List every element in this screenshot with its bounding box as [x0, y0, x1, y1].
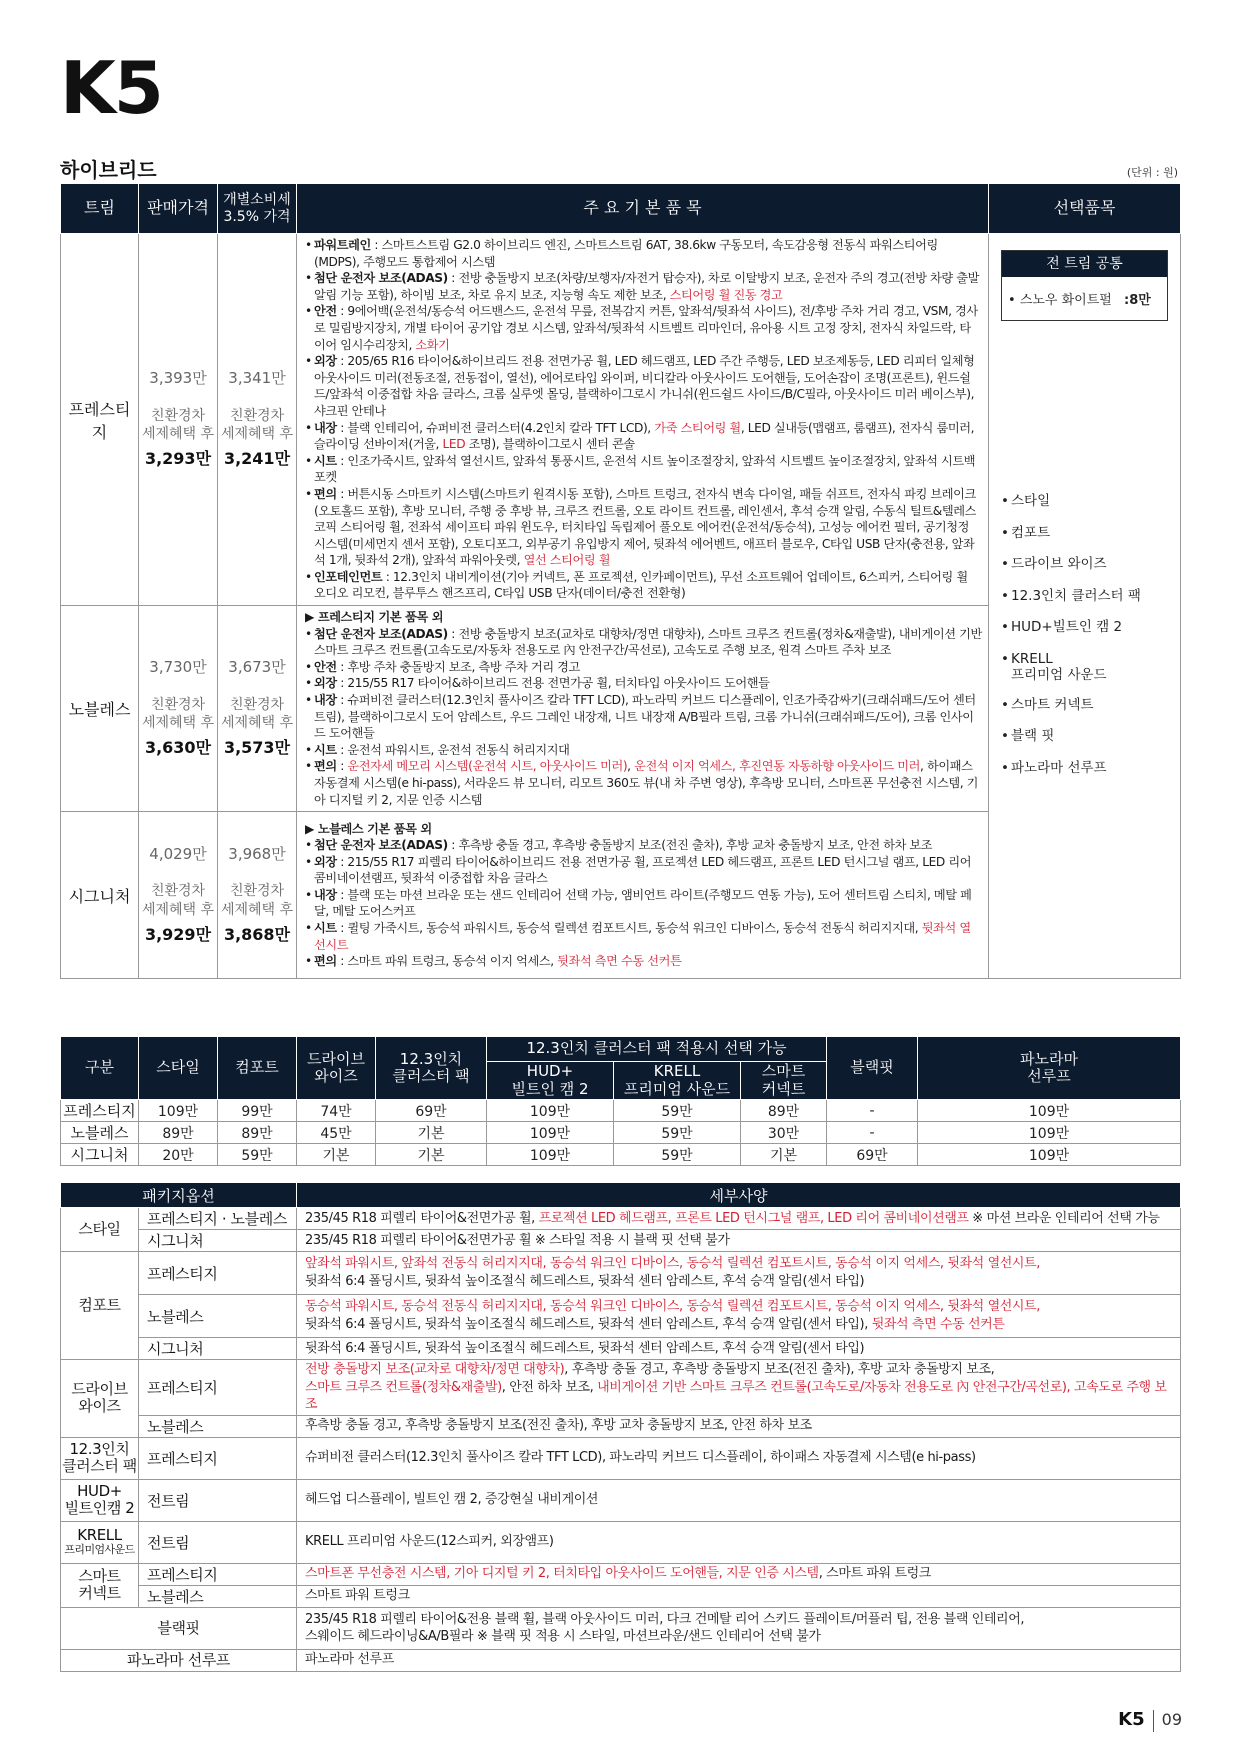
trim-name: 노블레스	[61, 606, 139, 812]
header-price: 판매가격	[139, 184, 218, 234]
pkg-spec: 235/45 R18 피렐리 타이어&전면가공 휠, 프로젝션 LED 헤드램프, 프론트 LED 턴시그널 램프, LED 리어 콤비네이션램프 ※ 마션 브라운 인테리어 선택 가능	[297, 1208, 1181, 1230]
price-cell: 3,393만 친환경차 세제혜택 후 3,293만	[139, 234, 218, 606]
price-value: 109만	[918, 1100, 1181, 1122]
pkg-spec: 뒷좌석 6:4 폴딩시트, 뒷좌석 높이조절식 헤드레스트, 뒷좌석 센터 암레스트, 후석 승객 알림(센서 타입)	[297, 1338, 1181, 1360]
header-style: 스타일	[139, 1037, 218, 1100]
header-cluster: 12.3인치 클러스터 팩	[376, 1037, 487, 1100]
header-group: 12.3인치 클러스터 팩 적용시 선택 가능	[487, 1037, 827, 1062]
feature-item: • 시트 : 인조가죽시트, 앞좌석 열선시트, 앞좌석 통풍시트, 운전석 시트 높이조절장치, 앞좌석 시트벨트 높이조절장치, 앞좌석 시트백 포켓	[305, 453, 982, 486]
header-comfort: 컴포트	[218, 1037, 297, 1100]
option-item: • 12.3인치 클러스터 팩	[1001, 588, 1168, 620]
header-drive: 드라이브 와이즈	[297, 1037, 376, 1100]
option-item: • 스타일	[1001, 493, 1168, 525]
price-value: 기본	[376, 1144, 487, 1166]
price-value: 기본	[741, 1144, 827, 1166]
feature-list	[297, 812, 989, 979]
price-value: 109만	[487, 1122, 614, 1144]
pkg-spec: 파노라마 선루프	[297, 1649, 1181, 1671]
price-row	[61, 1144, 1181, 1166]
base-features-note: ▶ 프레스티지 기본 품목 외	[305, 610, 444, 625]
option-item: • 컴포트	[1001, 525, 1168, 557]
pkg-style: 스타일	[61, 1208, 139, 1252]
tax-price-cell: 3,341만 친환경차 세제혜택 후 3,241만	[218, 234, 297, 606]
pkg-spec: 슈퍼비전 클러스터(12.3인치 풀사이즈 칼라 TFT LCD), 파노라믹 커브드 디스플레이, 하이패스 자동결제 시스템(e hi-pass)	[297, 1437, 1181, 1479]
feature-item: • 안전 : 9에어백(운전석/동승석 어드밴스드, 운전석 무릎, 전복감지 커튼, 앞좌석/뒷좌석 사이드), 전/후방 주차 거리 경고, VSM, 경사로 밀림방지장치, 개별 타이어 공기압 경보 시스템, 앞좌석/뒷좌석 시트벨트 리마인더, 유아용 시트 고정 장치, 전자식 차일드락, 타이어 임시수리장치, 소화기	[305, 303, 982, 353]
model-logo: K5	[60, 46, 162, 130]
feature-list	[297, 606, 989, 812]
feature-item: • 첨단 운전자 보조(ADAS) : 후측방 충돌 경고, 후측방 충돌방지 보조(전진 출차), 후방 교차 충돌방지 보조, 안전 하차 보조	[305, 837, 982, 854]
common-option-box: 전 트림 공통 • 스노우 화이트펄 :8만	[1001, 250, 1168, 321]
header-tax: 개별소비세 3.5% 가격	[218, 184, 297, 234]
feature-item: • 시트 : 운전석 파워시트, 운전석 전동식 허리지지대	[305, 742, 982, 759]
pkg-trim: 프레스티지 · 노블레스	[139, 1208, 297, 1230]
price-value: 69만	[827, 1144, 918, 1166]
price-value: 기본	[297, 1144, 376, 1166]
header-div: 구분	[61, 1037, 139, 1100]
pkg-trim: 프레스티지	[139, 1252, 297, 1295]
price-row	[61, 1100, 1181, 1122]
price-value: 109만	[487, 1100, 614, 1122]
option-item: • 드라이브 와이즈	[1001, 556, 1168, 588]
option-price-table	[60, 1036, 1181, 1166]
pkg-trim: 전트림	[139, 1479, 297, 1521]
trim-name: 시그니처	[61, 812, 139, 979]
pkg-hud: HUD+ 빌트인캠 2	[61, 1479, 139, 1521]
pkg-trim: 프레스티지	[139, 1563, 297, 1585]
header-panorama: 파노라마 선루프	[918, 1037, 1181, 1100]
tax-price-cell: 3,673만 친환경차 세제혜택 후 3,573만	[218, 606, 297, 812]
pkg-spec: 235/45 R18 피렐리 타이어&전용 블랙 휠, 블랙 아웃사이드 미러, 다크 건메탈 리어 스키드 플레이트/머플러 팁, 전용 블랙 인테리어, 스웨이드 헤드라이닝&A/B필라 ※ 블랙 핏 적용 시 스타일, 마션브라운/샌드 인테리어 선택 불가	[297, 1607, 1181, 1649]
pkg-spec: 235/45 R18 피렐리 타이어&전면가공 휠 ※ 스타일 적용 시 블랙 핏 선택 불가	[297, 1230, 1181, 1252]
trim-table	[60, 183, 1181, 979]
pkg-cluster: 12.3인치 클러스터 팩	[61, 1437, 139, 1479]
price-value: 109만	[918, 1122, 1181, 1144]
price-value: 59만	[614, 1144, 741, 1166]
feature-item: • 편의 : 운전자세 메모리 시스템(운전석 시트, 아웃사이드 미러), 운전석 이지 억세스, 후진연동 자동하향 아웃사이드 미러, 하이패스 자동결제 시스템(e hi-pass), 서라운드 뷰 모니터, 리모트 360도 뷰(내 차 주변 영상), 후측방 모니터, 스마트폰 무선충전 시스템, 기아 디지털 키 2, 지문 인증 시스템	[305, 758, 982, 808]
pkg-smart: 스마트 커넥트	[61, 1563, 139, 1607]
header-hud: HUD+ 빌트인 캠 2	[487, 1062, 614, 1100]
price-value: 45만	[297, 1122, 376, 1144]
price-value: 89만	[139, 1122, 218, 1144]
pkg-spec: 앞좌석 파워시트, 앞좌석 전동식 허리지지대, 동승석 워크인 디바이스, 동승석 릴렉션 컴포트시트, 동승석 이지 억세스, 뒷좌석 열선시트, 뒷좌석 6:4 폴딩시트, 뒷좌석 높이조절식 헤드레스트, 뒷좌석 센터 암레스트, 후석 승객 알림(센서 타입)	[297, 1252, 1181, 1295]
pkg-trim: 노블레스	[139, 1295, 297, 1338]
price-value: 109만	[918, 1144, 1181, 1166]
price-value: 109만	[139, 1100, 218, 1122]
price-value: 109만	[487, 1144, 614, 1166]
price-row	[61, 1122, 1181, 1144]
price-cell: 3,730만 친환경차 세제혜택 후 3,630만	[139, 606, 218, 812]
option-item: • 파노라마 선루프	[1001, 760, 1168, 792]
price-value: 20만	[139, 1144, 218, 1166]
tax-price-cell: 3,968만 친환경차 세제혜택 후 3,868만	[218, 812, 297, 979]
price-value: 기본	[376, 1122, 487, 1144]
row-trim: 프레스티지	[61, 1100, 139, 1122]
option-item: • 블랙 핏	[1001, 728, 1168, 760]
price-value: -	[827, 1122, 918, 1144]
trim-name: 프레스티지	[61, 234, 139, 606]
pkg-blackfit: 블랙핏	[61, 1607, 297, 1649]
price-value: 74만	[297, 1100, 376, 1122]
pkg-spec: 스마트 파워 트렁크	[297, 1585, 1181, 1607]
header-krell: KRELL 프리미엄 사운드	[614, 1062, 741, 1100]
price-value: 69만	[376, 1100, 487, 1122]
option-item: • 스마트 커넥트	[1001, 697, 1168, 729]
pkg-spec: 동승석 파워시트, 동승석 전동식 허리지지대, 동승석 워크인 디바이스, 동승석 릴렉션 컴포트시트, 동승석 이지 억세스, 뒷좌석 열선시트, 뒷좌석 6:4 폴딩시트, 뒷좌석 높이조절식 헤드레스트, 뒷좌석 센터 암레스트, 후석 승객 알림(센서 타입), 뒷좌석 측면 수동 선커튼	[297, 1295, 1181, 1338]
header-blackfit: 블랙핏	[827, 1037, 918, 1100]
pkg-drive: 드라이브 와이즈	[61, 1360, 139, 1438]
feature-item: • 인포테인먼트 : 12.3인치 내비게이션(기아 커넥트, 폰 프로젝션, 인카페이먼트), 무선 소프트웨어 업데이트, 6스피커, 스티어링 휠 오디오 리모컨, 블루투스 핸즈프리, C타입 USB 단자(데이터/충전 전환형)	[305, 569, 982, 602]
price-value: 59만	[614, 1100, 741, 1122]
feature-item: • 외장 : 215/55 R17 타이어&하이브리드 전용 전면가공 휠, 터치타입 아웃사이드 도어핸들	[305, 675, 982, 692]
pkg-panorama: 파노라마 선루프	[61, 1649, 297, 1671]
feature-item: • 내장 : 블랙 인테리어, 슈퍼비전 클러스터(4.2인치 칼라 TFT LCD), 가죽 스티어링 휠, LED 실내등(맵램프, 룸램프), 전자식 룸미러, 슬라이딩 선바이저(거울, LED 조명), 블랙하이그로시 센터 콘솔	[305, 420, 982, 453]
pkg-comfort: 컴포트	[61, 1252, 139, 1360]
row-trim: 노블레스	[61, 1122, 139, 1144]
feature-item: • 첨단 운전자 보조(ADAS) : 전방 충돌방지 보조(교차로 대향차/정면 대향차), 스마트 크루즈 컨트롤(정차&재출발), 내비게이션 기반 스마트 크루즈 컨트롤(고속도로/자동차 전용도로 內 안전구간/곡선로), 고속도로 주행 보조, 원격 스마트 주차 보조	[305, 626, 982, 659]
feature-item: • 외장 : 215/55 R17 피렐리 타이어&하이브리드 전용 전면가공 휠, 프로젝션 LED 헤드램프, 프론트 LED 턴시그널 램프, LED 리어 콤비네이션램프, 뒷좌석 이중접합 차음 글라스	[305, 854, 982, 887]
option-item: • KRELL 프리미엄 사운드	[1001, 651, 1168, 697]
option-item: • HUD+빌트인 캠 2	[1001, 619, 1168, 651]
header-smart: 스마트 커넥트	[741, 1062, 827, 1100]
header-package: 패키지옵션	[61, 1183, 297, 1208]
pkg-krell: KRELL 프리미엄사운드	[61, 1521, 139, 1563]
base-features-note: ▶ 노블레스 기본 품목 외	[305, 821, 432, 836]
pkg-trim: 시그니처	[139, 1338, 297, 1360]
price-value: 89만	[218, 1122, 297, 1144]
section-title: 하이브리드	[60, 158, 157, 182]
price-value: -	[827, 1100, 918, 1122]
feature-item: • 편의 : 스마트 파워 트렁크, 동승석 이지 억세스, 뒷좌석 측면 수동 선커튼	[305, 953, 982, 970]
header-options: 선택품목	[989, 184, 1181, 234]
price-value: 59만	[218, 1144, 297, 1166]
price-value: 59만	[614, 1122, 741, 1144]
package-table	[60, 1182, 1181, 1672]
feature-item: • 편의 : 버튼시동 스마트키 시스템(스마트키 원격시동 포함), 스마트 트렁크, 전자식 변속 다이얼, 패들 쉬프트, 전자식 파킹 브레이크(오토홀드 포함), 후방 모니터, 주행 중 후방 뷰, 크루즈 컨트롤, 오토 라이트 컨트롤, 레인센서, 후석 승객 알림, 수동식 틸트&텔레스코픽 스티어링 휠, 전좌석 세이프티 파워 윈도우, 터치타입 독립제어 풀오토 에어컨(운전석/동승석), 고성능 에어컨 필터, 공기청정 시스템(미세먼지 센서 포함), 오토디포그, 외부공기 유입방지 제어, 뒷좌석 에어벤트, 애프터 블로우, C타입 USB 단자(충전용, 앞좌석 1개, 뒷좌석 2개), 앞좌석 파워아웃렛, 열선 스티어링 휠	[305, 486, 982, 569]
pkg-trim: 노블레스	[139, 1585, 297, 1607]
pkg-trim: 전트림	[139, 1521, 297, 1563]
pkg-spec: KRELL 프리미엄 사운드(12스피커, 외장앰프)	[297, 1521, 1181, 1563]
row-trim: 시그니처	[61, 1144, 139, 1166]
option-list	[989, 234, 1181, 979]
header-trim: 트림	[61, 184, 139, 234]
price-cell: 4,029만 친환경차 세제혜택 후 3,929만	[139, 812, 218, 979]
page-footer: K5 09	[1118, 1709, 1182, 1730]
pkg-trim: 노블레스	[139, 1415, 297, 1437]
pkg-spec: 전방 충돌방지 보조(교차로 대향차/정면 대향차), 후측방 충돌 경고, 후측방 충돌방지 보조(전진 출차), 후방 교차 충돌방지 보조, 스마트 크루즈 컨트롤(정차&재출발), 안전 하차 보조, 내비게이션 기반 스마트 크루즈 컨트롤(고속도로/자동차 전용도로 內 안전구간/곡선로), 고속도로 주행 보조	[297, 1360, 1181, 1416]
price-value: 99만	[218, 1100, 297, 1122]
feature-item: • 내장 : 블랙 또는 마션 브라운 또는 샌드 인테리어 선택 가능, 앰비언트 라이트(주행모드 연동 가능), 도어 센터트림 스티치, 메탈 페달, 메탈 도어스커프	[305, 887, 982, 920]
feature-item: • 파워트레인 : 스마트스트림 G2.0 하이브리드 엔진, 스마트스트림 6AT, 38.6kw 구동모터, 속도감응형 전동식 파워스티어링(MDPS), 주행모드 통합제어 시스템	[305, 237, 982, 270]
pkg-trim: 프레스티지	[139, 1360, 297, 1416]
header-spec: 세부사양	[297, 1183, 1181, 1208]
pkg-spec: 후측방 충돌 경고, 후측방 충돌방지 보조(전진 출차), 후방 교차 충돌방지 보조, 안전 하차 보조	[297, 1415, 1181, 1437]
header-features: 주 요 기 본 품 목	[297, 184, 989, 234]
price-value: 89만	[741, 1100, 827, 1122]
feature-item: • 내장 : 슈퍼비전 클러스터(12.3인치 풀사이즈 칼라 TFT LCD), 파노라믹 커브드 디스플레이, 인조가죽감싸기(크래쉬패드/도어 센터트림), 블랙하이그로시 도어 암레스트, 우드 그레인 내장재, 니트 내장재 A/B필라 트림, 크롬 가니쉬(크래쉬패드/도어), 크롬 인사이드 도어핸들	[305, 692, 982, 742]
feature-item: • 외장 : 205/65 R16 타이어&하이브리드 전용 전면가공 휠, LED 헤드램프, LED 주간 주행등, LED 보조제동등, LED 리피터 일체형 아웃사이드 미러(전동조절, 전동접이, 열선), 에어로타입 와이퍼, 비디칼라 아웃사이드 도어핸들, 도어손잡이 조명(프론트), 윈드쉴드/앞좌석 이중접합 차음 글라스, 크롬 실루엣 몰딩, 블랙하이그로시 가니쉬(윈드쉴드 사이드/B/C필라, 아웃사이드 미러 베이스부), 샤크핀 안테나	[305, 353, 982, 419]
feature-item: • 안전 : 후방 주차 충돌방지 보조, 측방 주차 거리 경고	[305, 659, 982, 676]
pkg-spec: 스마트폰 무선충전 시스템, 기아 디지털 키 2, 터치타입 아웃사이드 도어핸들, 지문 인증 시스템, 스마트 파워 트렁크	[297, 1563, 1181, 1585]
feature-list	[297, 234, 989, 606]
pkg-trim: 시그니처	[139, 1230, 297, 1252]
unit-label: (단위 : 원)	[1126, 166, 1178, 179]
price-value: 30만	[741, 1122, 827, 1144]
pkg-trim: 프레스티지	[139, 1437, 297, 1479]
feature-item: • 첨단 운전자 보조(ADAS) : 전방 충돌방지 보조(차량/보행자/자전거 탑승자), 차로 이탈방지 보조, 운전자 주의 경고(전방 차량 출발 알림 기능 포함), 하이빔 보조, 차로 유지 보조, 지능형 속도 제한 보조, 스티어링 휠 진동 경고	[305, 270, 982, 303]
feature-item: • 시트 : 퀼팅 가죽시트, 동승석 파워시트, 동승석 릴렉션 컴포트시트, 동승석 워크인 디바이스, 동승석 전동식 허리지지대, 뒷좌석 열선시트	[305, 920, 982, 953]
pkg-spec: 헤드업 디스플레이, 빌트인 캠 2, 증강현실 내비게이션	[297, 1479, 1181, 1521]
